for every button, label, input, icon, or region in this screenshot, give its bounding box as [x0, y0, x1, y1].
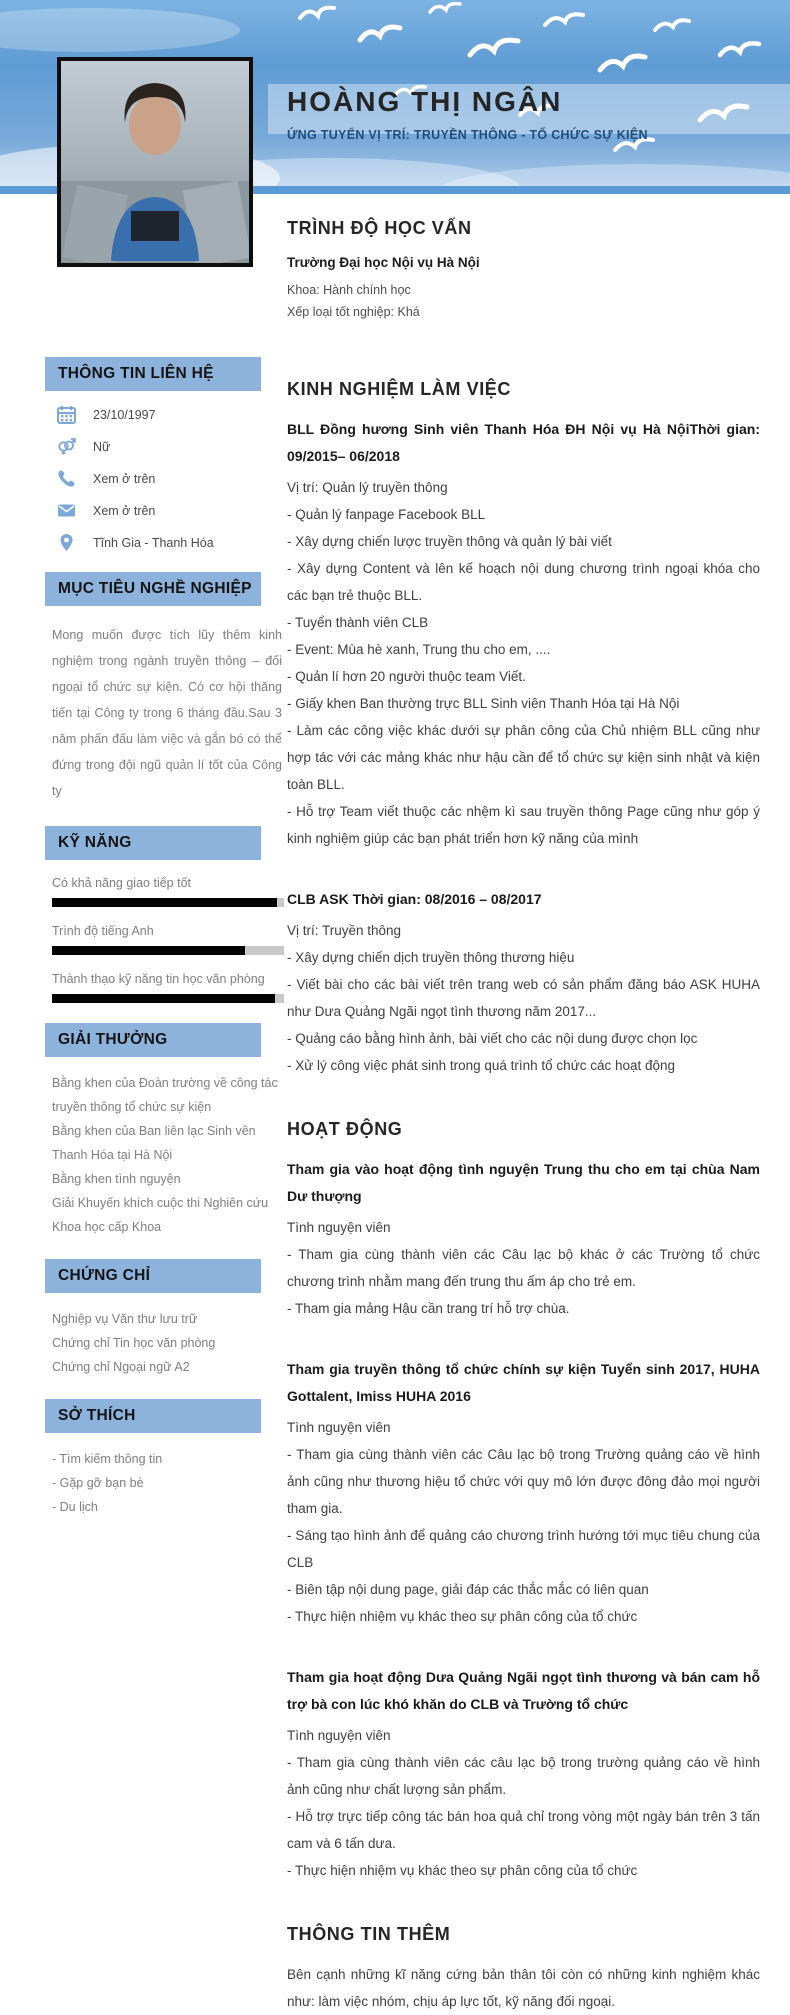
- contact-row-gender: [57, 437, 288, 456]
- education-grade: Xếp loại tốt nghiệp: Khá: [287, 305, 420, 319]
- activity-block: [287, 1156, 760, 1322]
- skill-bar-fill: [52, 946, 245, 955]
- activity-heading: Tham gia truyền thông tổ chức chính sự kiện Tuyển sinh 2017, HUHA Gottalent, Imiss HUHA 2016: [287, 1361, 760, 1404]
- address-value: Tĩnh Gia - Thanh Hóa: [93, 535, 214, 550]
- award-item: Bằng khen của Đoàn trường về công tác truyền thông tổ chức sự kiện: [52, 1076, 278, 1114]
- activity-block: [287, 1664, 760, 1884]
- job-bullet: - Event: Mùa hè xanh, Trung thu cho em, ....: [287, 642, 551, 657]
- job-position: Vị trí: Truyền thông: [287, 923, 402, 938]
- job-bullet: - Tuyển thành viên CLB: [287, 615, 429, 630]
- skill-label: Có khả năng giao tiếp tốt: [52, 876, 191, 890]
- skill-bar-fill: [52, 994, 275, 1003]
- applied-position: ỨNG TUYỂN VỊ TRÍ: TRUYỀN THÔNG - TỔ CHỨC SỰ KIỆN: [287, 128, 648, 142]
- objective-text: Mong muốn được tích lũy thêm kinh nghiệm trong ngành truyền thông – đối ngoại tổ chức sự kiện. Có cơ hội thăng tiến tại Công ty trong 6 tháng đầu.Sau 3 năm phấn đấu làm việc và gắn bó có thể đứng trong đội ngũ quản lí tốt của Công ty: [52, 628, 282, 798]
- location-icon: [57, 533, 76, 552]
- job-bullet: - Hỗ trợ Team viết thuộc các nhệm kì sau truyền thông Page cũng như góp ý kinh nghiệm giúp các bạn phát triển hơn kỹ năng của mình: [287, 804, 760, 846]
- skills-section-title: KỸ NĂNG: [45, 826, 261, 860]
- candidate-name: HOÀNG THỊ NGÂN: [287, 86, 563, 117]
- job-bullet: - Quản lí hơn 20 người thuộc team Viết.: [287, 669, 526, 684]
- hobby-item: - Gặp gỡ bạn bè: [52, 1476, 144, 1490]
- education-school: Trường Đại học Nội vụ Hà Nội: [287, 255, 480, 270]
- contact-row-address: [57, 533, 288, 552]
- contact-section-title: THÔNG TIN LIÊN HỆ: [45, 357, 261, 391]
- awards-section-title: GIẢI THƯỞNG: [45, 1023, 261, 1057]
- education-major: Khoa: Hành chính học: [287, 283, 411, 297]
- certificate-item: Nghiệp vụ Văn thư lưu trữ: [52, 1312, 198, 1326]
- objective-section-title: MỤC TIÊU NGHỀ NGHIỆP: [45, 572, 261, 606]
- profile-photo: [57, 57, 253, 267]
- more-info-section-title: THÔNG TIN THÊM: [287, 1924, 451, 1944]
- activity-heading: Tham gia hoạt động Dưa Quảng Ngãi ngọt tình thương và bán cam hỗ trợ bà con lúc khó khăn do CLB và Trường tổ chức: [287, 1669, 760, 1712]
- phone-icon: [57, 469, 76, 488]
- email-value: Xem ở trên: [93, 503, 156, 518]
- activity-block: [287, 1356, 760, 1630]
- job-bullet: - Quảng cáo bằng hình ảnh, bài viết cho các nội dung được chọn lọc: [287, 1031, 698, 1046]
- contact-row-phone: [57, 469, 288, 488]
- activity-role: Tình nguyện viên: [287, 1728, 391, 1743]
- awards-list: [52, 1071, 284, 1239]
- job-bullet: - Giấy khen Ban thường trực BLL Sinh viên Thanh Hóa tại Hà Nội: [287, 696, 680, 711]
- job-bullet: - Viết bài cho các bài viết trên trang web có sản phẩm đăng báo ASK HUHA như Dưa Quảng Ngãi ngọt tình thương năm 2017...: [287, 977, 760, 1019]
- activity-bullet: - Tham gia mảng Hậu cần trang trí hỗ trợ chùa.: [287, 1301, 570, 1316]
- skill-bar-track: [52, 898, 284, 907]
- hobby-item: - Tìm kiếm thông tin: [52, 1452, 163, 1466]
- skill-bar-fill: [52, 898, 277, 907]
- activity-bullet: - Thực hiện nhiệm vụ khác theo sự phân công của tổ chức: [287, 1609, 638, 1624]
- skill-label: Trình độ tiếng Anh: [52, 924, 154, 938]
- activity-bullet: - Sáng tạo hình ảnh để quảng cáo chương trình hướng tới mục tiêu chung của CLB: [287, 1528, 760, 1570]
- activity-bullet: - Tham gia cùng thành viên các câu lạc bộ trong trường quảng cáo về hình ảnh cũng như chất lượng sản phẩm.: [287, 1755, 760, 1797]
- activity-bullet: - Thực hiện nhiệm vụ khác theo sự phân công của tổ chức: [287, 1863, 638, 1878]
- job-bullet: - Xây dựng chiến dịch truyền thông thương hiệu: [287, 950, 575, 965]
- job-bullet: - Làm các công việc khác dưới sự phân công của Chủ nhiệm BLL cũng như hợp tác với các mảng khác như hậu cần để tổ chức sự kiện sinh nhật và kiện toàn BLL.: [287, 723, 760, 792]
- skill-item: [52, 924, 288, 955]
- calendar-icon: [57, 405, 76, 424]
- certificates-list: [52, 1307, 284, 1379]
- job-bullet: - Quản lý fanpage Facebook BLL: [287, 507, 486, 522]
- activities-section-title: HOẠT ĐỘNG: [287, 1119, 403, 1139]
- gender-icon: [57, 437, 76, 456]
- education-section-title: TRÌNH ĐỘ HỌC VẤN: [287, 218, 472, 238]
- experience-section-title: KINH NGHIỆM LÀM VIỆC: [287, 379, 512, 399]
- contact-row-birthday: [57, 405, 288, 424]
- email-icon: [57, 501, 76, 520]
- certificates-section-title: CHỨNG CHỈ: [45, 1259, 261, 1293]
- hobbies-section-title: SỞ THÍCH: [45, 1399, 261, 1433]
- certificate-item: Chứng chỉ Tin học văn phòng: [52, 1336, 216, 1350]
- award-item: Bằng khen của Ban liên lạc Sinh vên Thanh Hóa tại Hà Nội: [52, 1124, 256, 1162]
- activity-bullet: - Tham gia cùng thành viên các Câu lạc bộ trong Trường quảng cáo về hình ảnh cũng như thương hiệu tổ chức với quy mô lớn được đông đảo mọi người tham gia.: [287, 1447, 760, 1516]
- hobby-item: - Du lịch: [52, 1500, 98, 1514]
- skill-bar-track: [52, 946, 284, 955]
- contact-list: [45, 405, 288, 552]
- activity-bullet: - Hỗ trợ trực tiếp công tác bán hoa quả chỉ trong vòng một ngày bán trên 3 tấn cam và 6 tấn dưa.: [287, 1809, 760, 1851]
- skill-label: Thành thạo kỹ năng tin học văn phòng: [52, 972, 265, 986]
- award-item: Bằng khen tình nguyện: [52, 1172, 181, 1186]
- activity-heading: Tham gia vào hoạt động tình nguyện Trung thu cho em tại chùa Nam Dư thượng: [287, 1161, 760, 1204]
- skills-list: [52, 876, 288, 1003]
- activity-bullet: - Tham gia cùng thành viên các Câu lạc bộ khác ở các Trường tổ chức chương trình nhằm mang đến trung thu ấm áp cho trẻ em.: [287, 1247, 760, 1289]
- activity-role: Tình nguyện viên: [287, 1220, 391, 1235]
- activity-role: Tình nguyện viên: [287, 1420, 391, 1435]
- sidebar: [45, 357, 288, 1539]
- job-bullet: - Xây dựng chiến lược truyền thông và quản lý bài viết: [287, 534, 612, 549]
- certificate-item: Chứng chỉ Ngoại ngữ A2: [52, 1360, 190, 1374]
- activity-bullet: - Biên tập nội dung page, giải đáp các thắc mắc có liên quan: [287, 1582, 649, 1597]
- gender-value: Nữ: [93, 439, 111, 454]
- skill-item: [52, 876, 288, 907]
- award-item: Giải Khuyến khích cuộc thi Nghiên cứu Khoa học cấp Khoa: [52, 1196, 269, 1234]
- skill-bar-track: [52, 994, 284, 1003]
- birthday-value: 23/10/1997: [93, 407, 156, 422]
- job-block: [287, 416, 760, 852]
- job-block: [287, 886, 760, 1079]
- main-column: [287, 218, 760, 2015]
- more-info-text: Bên cạnh những kĩ năng cứng bản thân tôi còn có những kinh nghiệm khác như: làm việc nhóm, chịu áp lực tốt, kỹ năng đối ngoại.: [287, 1967, 760, 2009]
- job-bullet: - Xây dựng Content và lên kế hoạch nội dung chương trình ngoại khóa cho các bạn trẻ thuộc BLL.: [287, 561, 760, 603]
- job-heading: BLL Đồng hương Sinh viên Thanh Hóa ĐH Nội vụ Hà NộiThời gian: 09/2015– 06/2018: [287, 421, 760, 464]
- job-bullet: - Xử lý công việc phát sinh trong quá trình tổ chức các hoạt động: [287, 1058, 676, 1073]
- hobbies-list: [52, 1447, 284, 1519]
- contact-row-email: [57, 501, 288, 520]
- skill-item: [52, 972, 288, 1003]
- phone-value: Xem ở trên: [93, 471, 156, 486]
- job-heading: CLB ASK Thời gian: 08/2016 – 08/2017: [287, 891, 542, 907]
- job-position: Vị trí: Quản lý truyền thông: [287, 480, 448, 495]
